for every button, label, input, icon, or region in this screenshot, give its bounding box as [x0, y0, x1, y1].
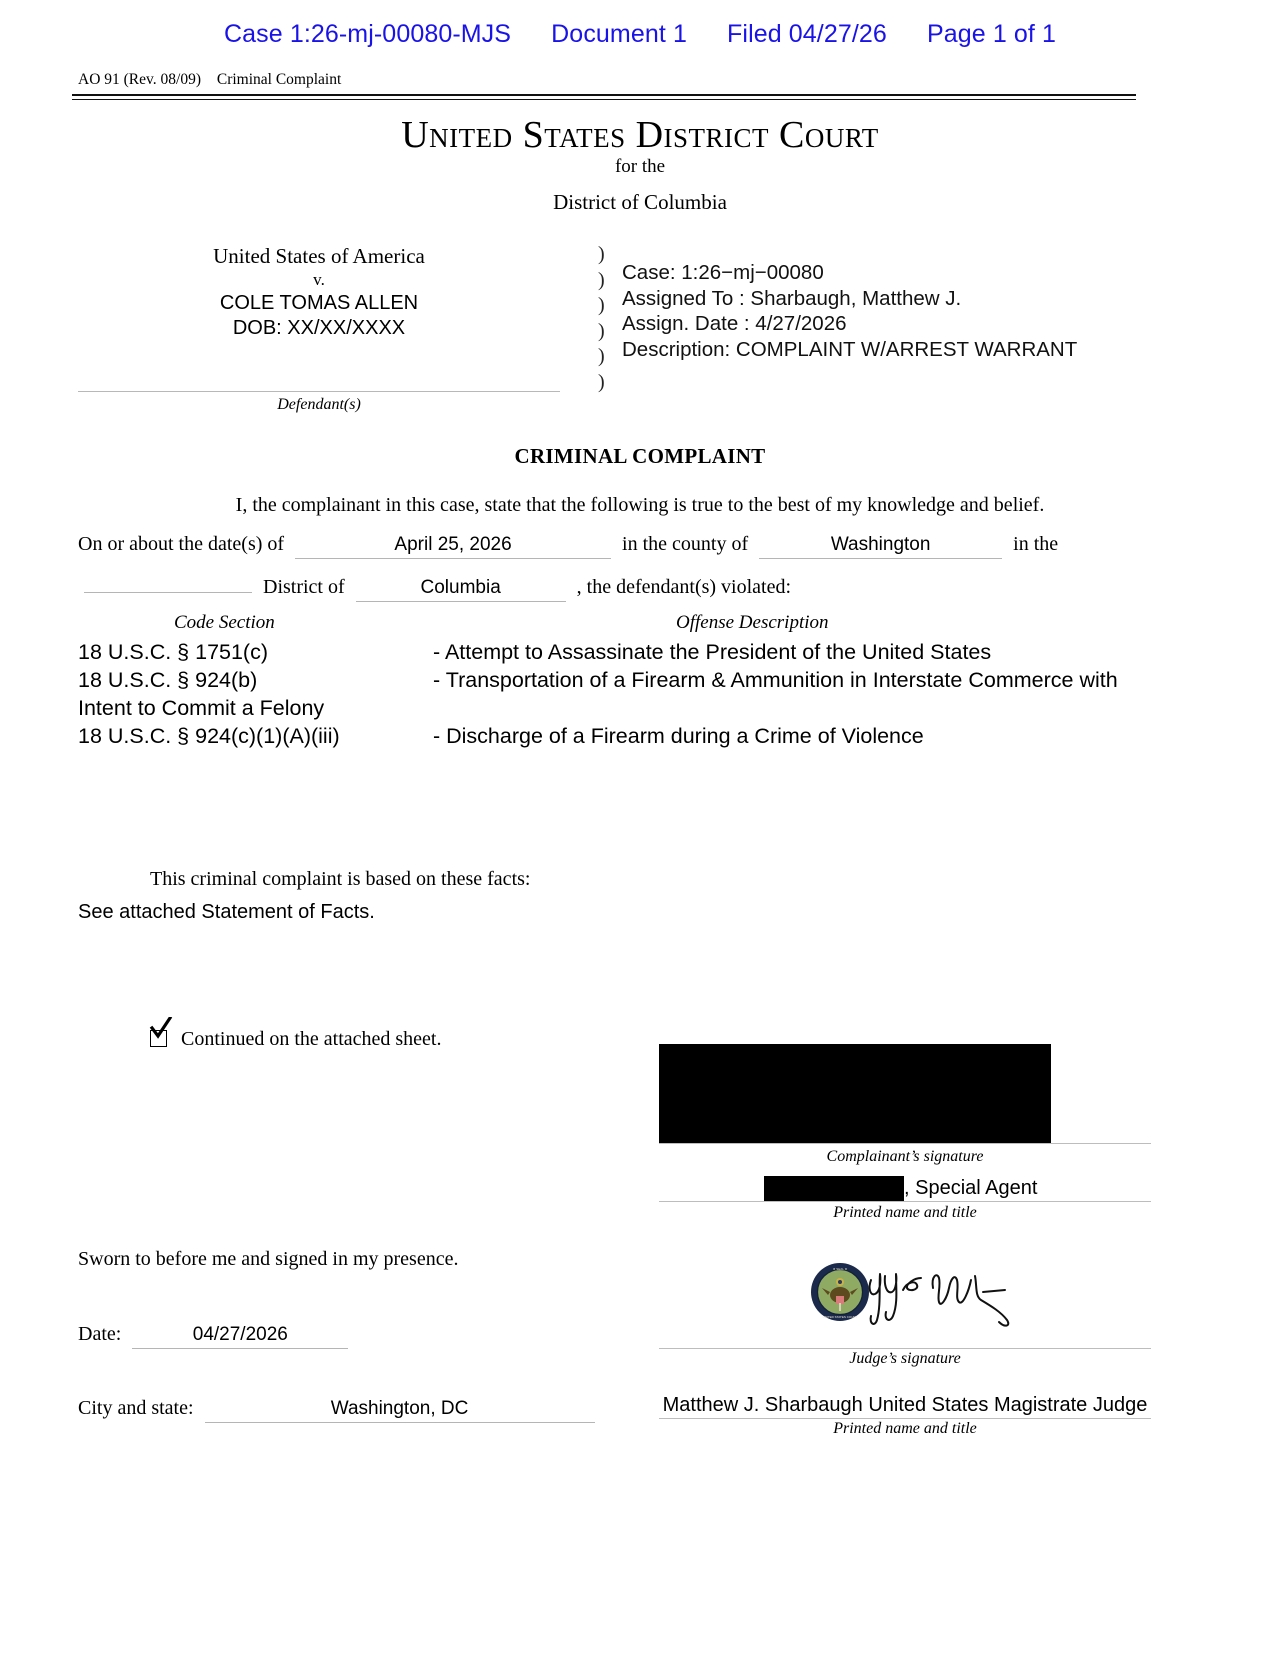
- date-signed-field[interactable]: 04/27/2026: [132, 1322, 348, 1349]
- form-number: AO 91 (Rev. 08/09): [78, 71, 201, 88]
- ecf-filing-header: [0, 20, 1280, 49]
- complainant-title: , Special Agent: [904, 1177, 1038, 1199]
- redacted-complainant-name: [764, 1176, 904, 1202]
- svg-text:★ SEAL ★: ★ SEAL ★: [832, 1267, 848, 1271]
- caption-paren-column: [598, 242, 605, 395]
- judge-printed-name: Matthew J. Sharbaugh United States Magistrate Judge: [662, 1394, 1148, 1416]
- district-prefix-field[interactable]: [84, 566, 252, 593]
- sworn-statement: Sworn to before me and signed in my presence.: [78, 1248, 459, 1270]
- charge-code: 18 U.S.C. § 924(b): [78, 668, 258, 692]
- complainant-printed-caption: Printed name and title: [833, 1204, 977, 1221]
- charge-code: 18 U.S.C. § 924(c)(1)(A)(iii): [78, 724, 340, 748]
- district-row: [78, 566, 791, 602]
- versus-label: v.: [313, 270, 325, 289]
- judge-printed-rule: [659, 1418, 1151, 1419]
- district-field[interactable]: Columbia: [356, 575, 566, 602]
- court-seal-icon: [810, 1262, 870, 1322]
- in-the-label: in the: [1013, 533, 1059, 555]
- continued-checkbox[interactable]: [150, 1030, 167, 1047]
- date-signed-label: Date:: [78, 1323, 122, 1345]
- handwritten-signature-icon: [865, 1254, 1030, 1332]
- complainant-printed-name-row: [659, 1176, 1151, 1204]
- continued-label: Continued on the attached sheet.: [181, 1028, 442, 1050]
- court-title: United States District Court: [401, 114, 879, 156]
- facts-lead-label: This criminal complaint is based on these facts:: [150, 868, 531, 890]
- date-signed-row: [78, 1322, 354, 1349]
- stamp-assigned-to: Assigned To : Sharbaugh, Matthew J.: [622, 286, 962, 310]
- stamp-description: Description: COMPLAINT W/ARREST WARRANT: [622, 337, 1078, 361]
- table-row: [78, 666, 1158, 722]
- form-identifier: [78, 71, 341, 89]
- defendant-rule: [78, 391, 560, 392]
- paren: ): [598, 319, 605, 342]
- judge-signature-caption: Judge’s signature: [849, 1350, 961, 1367]
- judge-signature-rule: [659, 1348, 1151, 1349]
- table-row: [78, 638, 1158, 666]
- date-county-row: [78, 532, 1058, 559]
- clerk-case-stamp: [622, 260, 1077, 362]
- table-row: [78, 722, 1158, 750]
- date-field[interactable]: April 25, 2026: [295, 532, 611, 559]
- charge-description: - Transportation of a Firearm & Ammunition in Interstate Commerce with Intent to Commit a Felony: [78, 668, 1118, 720]
- paren: ): [598, 294, 605, 316]
- ecf-page-number: Page 1 of 1: [927, 20, 1056, 48]
- form-name: Criminal Complaint: [216, 71, 342, 88]
- violated-label: , the defendant(s) violated:: [576, 576, 792, 598]
- complainant-signature-rule: [659, 1143, 1151, 1144]
- county-label: in the county of: [622, 533, 749, 555]
- page-title: CRIMINAL COMPLAINT: [514, 444, 766, 468]
- facts-body-text: See attached Statement of Facts.: [78, 901, 375, 923]
- checkmark-icon: [149, 1017, 173, 1041]
- plaintiff-name: United States of America: [213, 244, 425, 268]
- court-district: District of Columbia: [553, 190, 727, 214]
- judge-printed-caption: Printed name and title: [833, 1420, 977, 1437]
- district-label: District of: [263, 576, 345, 598]
- ecf-case-number: Case 1:26-mj-00080-MJS: [224, 20, 512, 48]
- court-for-the: for the: [614, 156, 666, 177]
- header-rule-thick: [72, 94, 1136, 96]
- defendant-name: COLE TOMAS ALLEN: [219, 292, 419, 314]
- svg-text:UNITED STATES COURT: UNITED STATES COURT: [822, 1315, 858, 1319]
- paren: ): [598, 345, 605, 367]
- charge-description: - Attempt to Assassinate the President of the United States: [433, 640, 992, 664]
- paren: ): [598, 268, 605, 291]
- city-state-field[interactable]: Washington, DC: [205, 1396, 595, 1423]
- defendant-caption: Defendant(s): [277, 396, 361, 413]
- county-field[interactable]: Washington: [759, 532, 1002, 559]
- complainant-printed-rule: [659, 1201, 1151, 1202]
- complainant-signature-caption: Complainant’s signature: [826, 1148, 984, 1165]
- defendant-dob: DOB: XX/XX/XXXX: [232, 317, 406, 339]
- column-header-offense-description: Offense Description: [676, 612, 829, 633]
- stamp-assign-date: Assign. Date : 4/27/2026: [622, 312, 847, 335]
- charge-code: 18 U.S.C. § 1751(c): [78, 640, 269, 664]
- paren: ): [598, 243, 605, 265]
- paren: ): [598, 370, 605, 393]
- date-label: On or about the date(s) of: [78, 533, 285, 555]
- lead-paragraph: I, the complainant in this case, state that the following is true to the best of my knowledge and belief.: [235, 494, 1045, 516]
- case-caption-parties: [78, 243, 560, 341]
- city-state-label: City and state:: [78, 1397, 194, 1419]
- stamp-case-number: Case: 1:26−mj−00080: [622, 261, 824, 284]
- redacted-complainant-signature: [659, 1044, 1051, 1143]
- ecf-filed-date: Filed 04/27/26: [727, 20, 887, 48]
- charge-description: - Discharge of a Firearm during a Crime of Violence: [433, 724, 924, 748]
- city-state-row: [78, 1396, 601, 1423]
- charge-table: [78, 638, 1158, 750]
- header-rule-thin: [72, 99, 1136, 100]
- ecf-document-number: Document 1: [551, 20, 687, 48]
- column-header-code-section: Code Section: [174, 612, 275, 633]
- judge-signature-area: [810, 1262, 1030, 1332]
- continued-on-attached-sheet-row[interactable]: [150, 1028, 441, 1051]
